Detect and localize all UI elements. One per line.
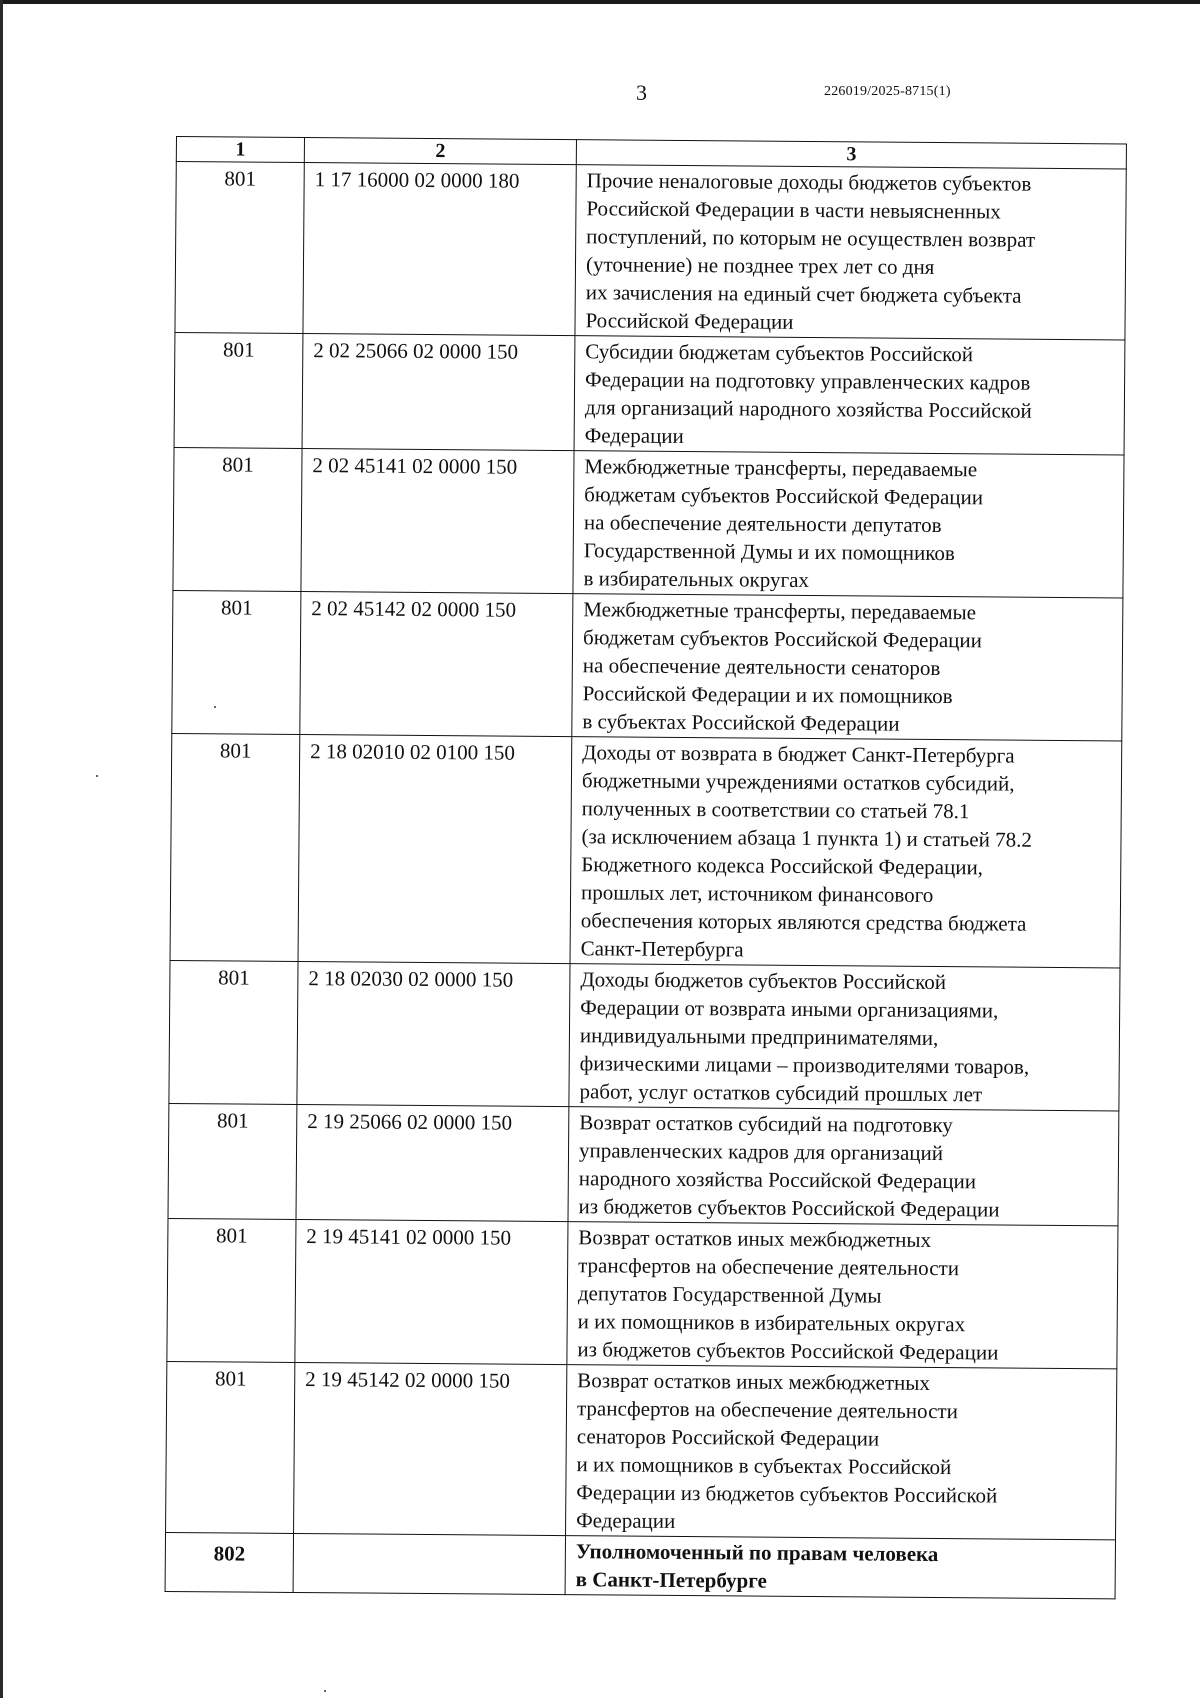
admin-code-cell: 801 <box>170 733 300 961</box>
admin-code-cell: 801 <box>166 1361 295 1533</box>
column-header-2: 2 <box>304 138 576 165</box>
description-cell <box>573 451 1124 598</box>
page-number: 3 <box>636 80 647 105</box>
revenue-code-cell: 2 19 25066 02 0000 150 <box>296 1104 569 1221</box>
description-line: депутатов Государственной Думы <box>577 1281 882 1308</box>
document-number: 226019/2025-8715(1) <box>824 84 951 99</box>
description-line: трансфертов на обеспечение деятельности <box>578 1253 960 1281</box>
table-row <box>175 162 1126 340</box>
description-line: поступлений, по которым не осуществлен возврат <box>586 224 1036 252</box>
description-cell <box>572 594 1123 741</box>
description-line: в Санкт-Петербурге <box>575 1567 767 1593</box>
description-cell <box>569 964 1120 1111</box>
description-cell <box>566 1365 1117 1540</box>
description-line: сенаторов Российской Федерации <box>576 1424 880 1451</box>
description-line: Доходы бюджетов субъектов Российской <box>580 967 947 995</box>
description-line: Межбюджетные трансферты, передаваемые <box>583 597 977 625</box>
description-line: (уточнение) не позднее трех лет со дня <box>585 252 935 279</box>
admin-code-cell: 801 <box>173 447 302 591</box>
admin-code-cell: 801 <box>169 960 298 1104</box>
admin-code-cell: 801 <box>175 162 304 334</box>
column-header-3: 3 <box>576 140 1126 169</box>
description-line: Российской Федерации <box>585 308 794 334</box>
description-line: Возврат остатков иных межбюджетных <box>578 1225 932 1252</box>
description-line: бюджетам субъектов Российской Федерации <box>584 482 984 510</box>
description-line: Санкт-Петербурга <box>580 936 744 962</box>
revenue-code-cell <box>293 1533 565 1594</box>
revenue-code-cell: 2 18 02010 02 0100 150 <box>298 734 572 963</box>
description-line: и их помощников в избирательных округах <box>577 1309 966 1337</box>
description-line: Федерации от возврата иными организациями, <box>580 995 999 1023</box>
description-line: народного хозяйства Российской Федерации <box>578 1166 977 1194</box>
description-line: Государственной Думы и их помощников <box>583 538 955 566</box>
revenue-code-cell: 2 19 45141 02 0000 150 <box>295 1219 568 1364</box>
description-line: Федерации из бюджетов субъектов Российской <box>576 1480 998 1508</box>
description-line: на обеспечение деятельности депутатов <box>583 510 942 538</box>
admin-code-cell: 801 <box>167 1218 296 1362</box>
description-line: Доходы от возврата в бюджет Санкт-Петербурга <box>582 740 1015 768</box>
scan-speck <box>96 775 98 777</box>
admin-code-cell: 802 <box>165 1532 293 1592</box>
column-header-1: 1 <box>176 137 304 163</box>
table-row <box>174 332 1125 454</box>
description-line: в избирательных округах <box>583 566 810 592</box>
description-line: Субсидии бюджетам субъектов Российской <box>585 339 974 367</box>
scan-speck <box>324 1690 326 1692</box>
description-line: обеспечения которых являются средства бюджета <box>580 908 1027 936</box>
description-line: бюджетными учреждениями остатков субсидий, <box>581 768 1015 796</box>
description-line: и их помощников в субъектах Российской <box>576 1452 952 1480</box>
table-row <box>167 1218 1118 1368</box>
table-body <box>165 162 1126 1599</box>
description-line: Федерации на подготовку управленческих кадров <box>585 367 1031 395</box>
admin-code-cell: 801 <box>172 590 301 734</box>
description-line: физическими лицами – производителями товаров, <box>579 1051 1030 1079</box>
description-line: полученных в соответствии со статьей 78.1 <box>581 796 970 824</box>
description-line: Возврат остатков иных межбюджетных <box>577 1368 931 1395</box>
description-line: Уполномоченный по правам человека <box>575 1539 939 1567</box>
table-row <box>165 1532 1115 1598</box>
description-line: (за исключением абзаца 1 пункта 1) и статьей 78.2 <box>581 824 1032 852</box>
description-line: Прочие неналоговые доходы бюджетов субъектов <box>586 168 1032 196</box>
description-line: для организаций народного хозяйства Российской <box>584 395 1032 423</box>
revenue-code-cell: 1 17 16000 02 0000 180 <box>303 163 576 336</box>
admin-code-cell: 801 <box>168 1103 297 1219</box>
revenue-code-cell: 2 18 02030 02 0000 150 <box>297 961 570 1106</box>
table-row <box>166 1361 1117 1539</box>
description-line: индивидуальными предпринимателями, <box>579 1023 939 1051</box>
description-cell <box>574 336 1125 455</box>
description-line: в субъектах Российской Федерации <box>582 709 900 736</box>
revenue-code-cell: 2 19 45142 02 0000 150 <box>294 1362 567 1535</box>
description-line: Возврат остатков субсидий на подготовку <box>579 1110 953 1138</box>
description-cell <box>570 737 1122 968</box>
description-line: Межбюджетные трансферты, передаваемые <box>584 454 978 482</box>
description-line: из бюджетов субъектов Российской Федерации <box>577 1337 999 1365</box>
revenue-code-cell: 2 02 25066 02 0000 150 <box>302 334 575 451</box>
description-line: работ, услуг остатков субсидий прошлых лет <box>579 1079 983 1107</box>
description-line: прошлых лет, источником финансового <box>580 880 934 907</box>
table-row <box>168 1103 1119 1225</box>
description-line: их зачисления на единый счет бюджета субъекта <box>585 280 1022 308</box>
table-row <box>170 733 1122 967</box>
description-line: на обеспечение деятельности сенаторов <box>582 653 941 681</box>
description-line: бюджетам субъектов Российской Федерации <box>582 625 983 653</box>
table-row <box>173 447 1124 597</box>
description-line: Российской Федерации в части невыясненных <box>586 196 1001 224</box>
description-line: из бюджетов субъектов Российской Федерации <box>578 1194 1000 1222</box>
table-row <box>169 960 1120 1110</box>
description-cell <box>567 1222 1118 1369</box>
revenue-code-cell: 2 02 45142 02 0000 150 <box>300 591 573 736</box>
description-line: Федерации <box>576 1508 676 1533</box>
table-row <box>172 590 1123 740</box>
description-cell <box>568 1107 1119 1226</box>
revenue-code-cell: 2 02 45141 02 0000 150 <box>301 448 574 593</box>
description-line: трансфертов на обеспечение деятельности <box>576 1396 958 1424</box>
description-line: Бюджетного кодекса Российской Федерации, <box>581 852 984 880</box>
admin-code-cell: 801 <box>174 332 303 448</box>
budget-classification-table <box>165 136 1127 1599</box>
description-cell <box>575 165 1126 340</box>
scan-edge-top <box>0 0 1200 4</box>
description-cell <box>565 1536 1115 1599</box>
description-line: Российской Федерации и их помощников <box>582 681 953 709</box>
scan-edge-left <box>0 0 3 1698</box>
description-line: Федерации <box>584 423 684 448</box>
description-line: управленческих кадров для организаций <box>578 1138 944 1166</box>
